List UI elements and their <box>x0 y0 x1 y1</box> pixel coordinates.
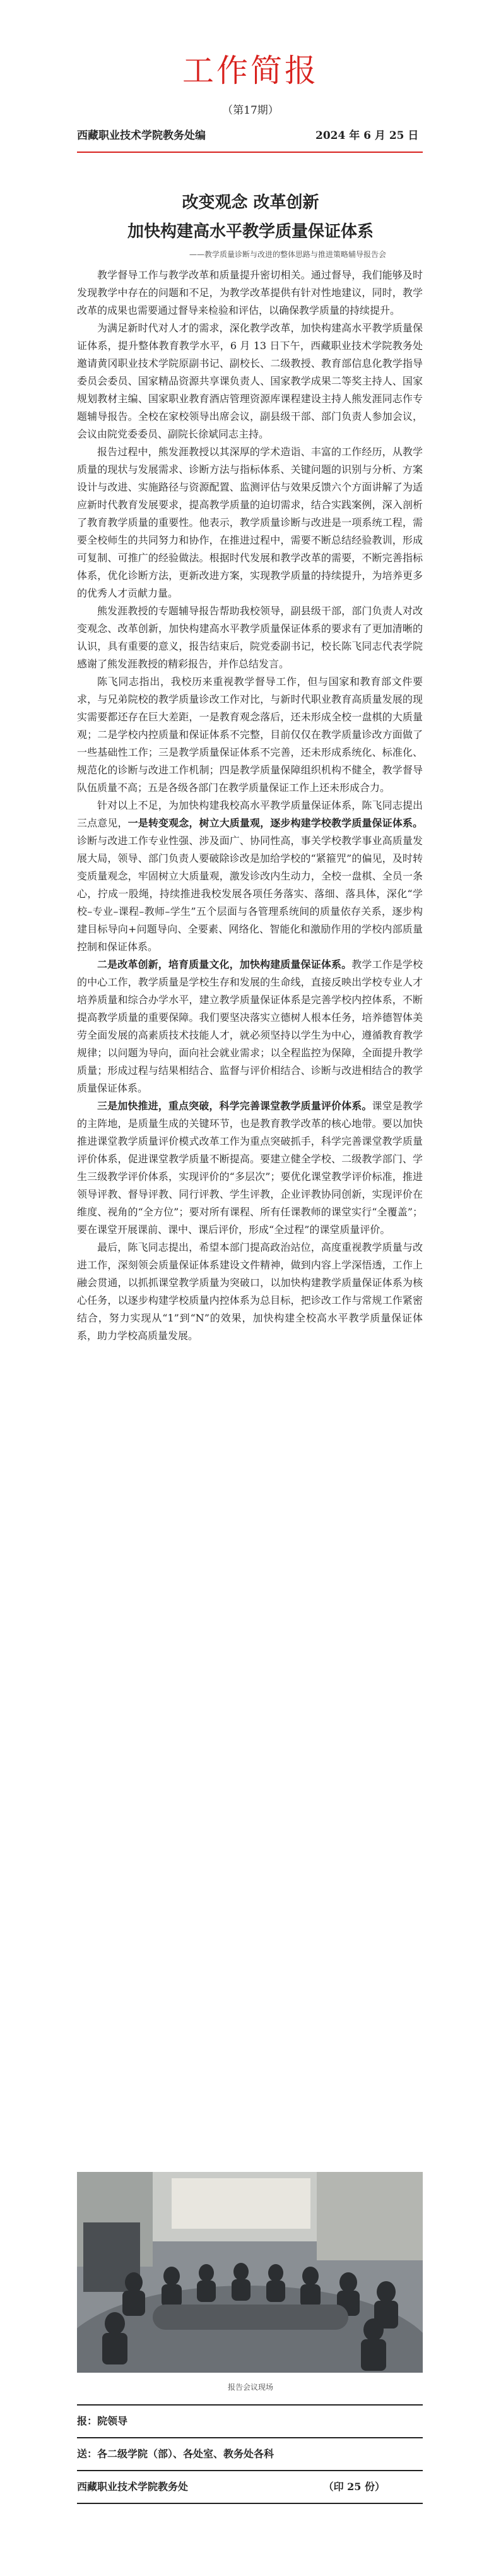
issue-number: （第17期） <box>222 104 279 117</box>
send-to-label: 送： <box>77 2448 98 2460</box>
paragraph-7-body: 教学工作是学校的中心工作，教学质量是学校生存和发展的生命线，直接反映出学校专业人才培养质量和综合办学水平，建立教学质量保证体系是完善学校内控体系，不断提高教学质量的重要保障。我们要坚决落实立德树人根本任务，培养德智体美劳全面发展的高素质技术技能人才，就必须坚持以学生为中心，遵循教育教学规律；以问题为导向，面向社会就业需求；以全程监控为保障，全面提升教学质量；形成过程与结果相结合、监督与评价相结合、诊断与改进相结合的教学质量保证体系。 <box>77 958 423 1094</box>
paragraph-5: 陈飞同志指出，我校历来重视教学督导工作，但与国家和教育部文件要求，与兄弟院校的教学质量诊改工作对比，与新时代职业教育高质量发展的现实需要都还存在巨大差距，一是教育观念落后，还未形成全校一盘棋的大质量观；二是学校内控质量和保证体系不完整，目前仅仅在教学质量诊改方面做了一些基础性工作；三是教学质量保证体系不完善，还未形成系统化、标准化、规范化的诊断与改进工作机制；四是教学质量保障组织机构不健全，教学督导队伍质量不高；五是各级各部门在教学质量保证工作上还未形成合力。 <box>77 676 423 794</box>
paragraph-8 <box>77 1097 423 1239</box>
distribution-footer <box>77 2404 423 2504</box>
photo-caption: 报告会议现场 <box>227 2383 273 2392</box>
report-to-value: 院领导 <box>97 2415 128 2427</box>
paragraph-3: 报告过程中，熊发涯教授以其深厚的学术造诣、丰富的工作经历，从教学质量的现状与发展需求、诊断方法与指标体系、关键问题的识别与分析、方案设计与改进、实施路径与资源配置、监测评估与效果反馈六个方面讲解了为适应新时代教育发展要求，提高教学质量的迫切需求，结合实践案例，深入剖析了教育教学质量的重要性。他表示，教学质量诊断与改进是一项系统工程，需要全校师生的共同努力和协作，在推进过程中，需要不断总结经验教训，形成可复制、可推广的经验做法。根据时代发展和教学改革的需要，不断完善指标体系，优化诊断方法，更新改进方案，实现教学质量的持续提升，为培养更多的优秀人才贡献力量。 <box>77 446 423 599</box>
meeting-photo <box>77 2172 423 2373</box>
paragraph-8-key-point: 三是加快推进，重点突破，科学完善课堂教学质量评价体系。 <box>97 1100 372 1112</box>
article-headline-line-1: 改变观念 改革创新 <box>182 193 319 212</box>
paragraph-1: 教学督导工作与教学改革和质量提升密切相关。通过督导，我们能够及时发现教学中存在的问题和不足，为教学改革提供有针对性地建议，同时，教学改革的成果也需要通过督导来检验和评估，以确保教学质量的持续提升。 <box>77 269 423 316</box>
paragraph-2: 为满足新时代对人才的需求，深化教学改革，加快构建高水平教学质量保证体系，提升整体教育教学水平，6 月 13 日下午，西藏职业技术学院教务处邀请黄冈职业技术学院原副书记、副校长、二级教授、教育部信息化教学指导委员会委员、国家精品资源共享课负责人、国家教学成果二等奖主持人、国家规划教材主编、国家职业教育酒店管理资源库课程建设主持人熊发涯同志作专题辅导报告。全校在家校领导出席会议，副县级干部、部门负责人参加会议，会议由院党委委员、副院长徐斌同志主持。 <box>77 322 423 440</box>
footer-issuer: 西藏职业技术学院教务处 <box>77 2481 189 2493</box>
issuer-row <box>77 2471 423 2503</box>
meeting-photo-illustration <box>77 2172 423 2373</box>
paragraph-9: 最后，陈飞同志提出，希望本部门提高政治站位，高度重视教学质量与改进工作，深刻领会质量保证体系建设文件精神，做到内容上学深悟透，工作上融会贯通，以抓抓课堂教学质量为突破口，以加快构建教学质量保证体系为核心任务，以逐步构建学校质量内控体系为总目标，把诊改工作与常规工作紧密结合，努力实现从“1”到“N”的效果，加快构建全校高水平教学质量保证体系，助力学校高质量发展。 <box>77 1241 423 1342</box>
send-to-value: 各二级学院（部）、各处室、教务处各科 <box>97 2448 274 2460</box>
send-to-row <box>77 2438 423 2470</box>
article-body <box>77 266 423 1345</box>
masthead-divider <box>77 152 423 153</box>
article-headline-line-2: 加快构建高水平教学质量保证体系 <box>127 222 374 241</box>
article-subtitle: ——教学质量诊断与改进的整体思路与推进策略辅导报告会 <box>189 250 387 259</box>
paragraph-6-body: 诊断与改进工作专业性强、涉及面广、协同性高，事关学校教学事业高质量发展大局，领导、部门负责人要破除诊改是加给学校的“紧箍咒”的偏见，及时转变质量观念，牢固树立大质量观，激发诊改内生动力，全校一盘棋、全员一条心，拧成一股绳，持续推进我校发展各项任务落实、落细、落具体，深化“学校–专业–课程–教师–学生”五个层面与各管理系统间的质量依存关系，逐步构建目标导向+问题导向、全要素、网络化、智能化和激励作用的学校内部质量控制和保证体系。 <box>77 835 423 953</box>
print-copies: （印 25 份） <box>323 2481 385 2493</box>
paragraph-6 <box>77 797 423 956</box>
masthead-title: 工作简报 <box>182 52 319 89</box>
paragraph-6-intro: 针对以上不足，为加快构建我校高水平教学质量保证体系，陈飞同志提出三点意见， <box>77 799 423 829</box>
paragraph-6-key-point: 一是转变观念，树立大质量观，逐步构建学校教学质量保证体系。 <box>127 817 423 829</box>
paragraph-4: 熊发涯教授的专题辅导报告帮助我校领导，副县级干部，部门负责人对改变观念、改革创新，加快构建高水平教学质量保证体系的要求有了更加清晰的认识，具有重要的意义，报告结束后，院党委副书记，校长陈飞同志代表学院感谢了熊发涯教授的精彩报告，并作总结发言。 <box>77 605 423 670</box>
footer-divider <box>77 2503 423 2504</box>
paragraph-7 <box>77 956 423 1097</box>
paragraph-8-body: 课堂是教学的主阵地，是质量生成的关键环节，也是教育教学改革的核心地带。要以加快推进课堂教学质量评价模式改革工作为重点突破抓手，科学完善课堂教学质量评价体系，促进课堂教学质量不断提高。要建立健全学校、二级教学部门、学生三级教学评价体系，实现评价的“多层次”；要优化课堂教学评价标准，推进领导评教、督导评教、同行评教、学生评教，企业评教协同创新，实现评价在维度、视角的“全方位”；要对所有课程、所有任课教师的课堂实行“全覆盖”；要在课堂开展课前、课中、课后评价，形成“全过程”的课堂质量评价。 <box>77 1100 423 1236</box>
report-to-label: 报： <box>77 2415 98 2427</box>
issue-date: 2024 年 6 月 25 日 <box>315 129 419 142</box>
report-to-row <box>77 2406 423 2437</box>
issuer-name: 西藏职业技术学院教务处编 <box>77 129 206 142</box>
paragraph-7-key-point: 二是改革创新，培育质量文化，加快构建质量保证体系。 <box>97 958 352 970</box>
